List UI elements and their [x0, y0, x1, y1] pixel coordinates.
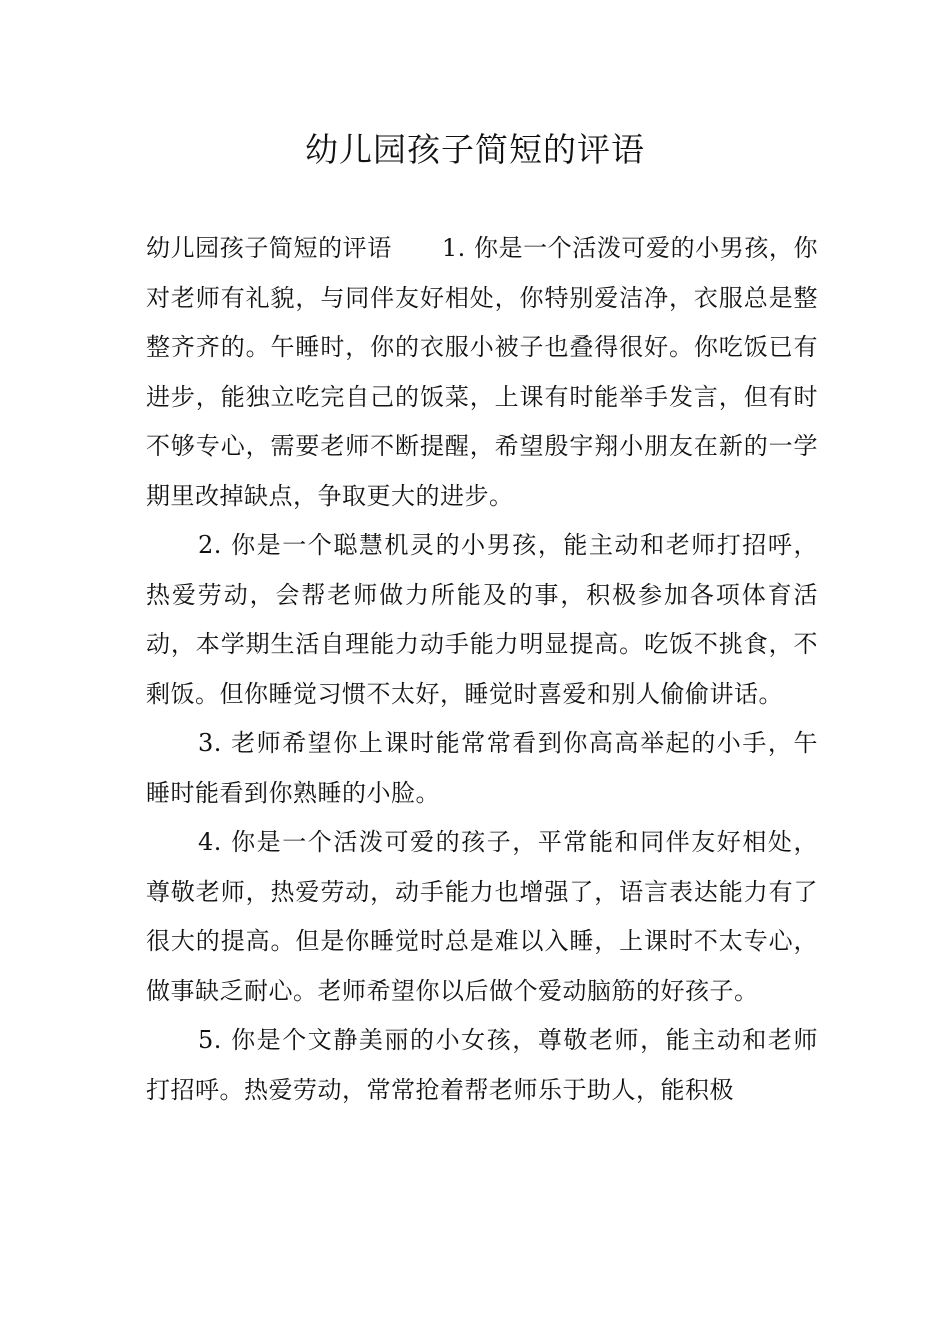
document-body — [146, 224, 818, 1115]
intro-heading: 幼儿园孩子简短的评语 — [146, 234, 392, 262]
paragraph-2: 2. 你是一个聪慧机灵的小男孩，能主动和老师打招呼，热爱劳动，会帮老师做力所能及的事，积极参加各项体育活动，本学期生活自理能力动手能力明显提高。吃饭不挑食，不剩饭。但你睡觉习惯不太好，睡觉时喜爱和别人偷偷讲话。 — [146, 531, 818, 708]
paragraph-4: 4. 你是一个活泼可爱的孩子，平常能和同伴友好相处，尊敬老师，热爱劳动，动手能力也增强了，语言表达能力有了很大的提高。但是你睡觉时总是难以入睡，上课时不太专心，做事缺乏耐心。老师希望你以后做个爱动脑筋的好孩子。 — [146, 828, 818, 1005]
document-title: 幼儿园孩子简短的评语 — [305, 130, 645, 169]
paragraph-1 — [146, 224, 818, 521]
paragraph-1-text: 1. 你是一个活泼可爱的小男孩，你对老师有礼貌，与同伴友好相处，你特别爱洁净，衣服总是整整齐齐的。午睡时，你的衣服小被子也叠得很好。你吃饭已有进步，能独立吃完自己的饭菜，上课有时能举手发言，但有时不够专心，需要老师不断提醒，希望殷宇翔小朋友在新的一学期里改掉缺点，争取更大的进步。 — [146, 234, 819, 510]
paragraph-3: 3. 老师希望你上课时能常常看到你高高举起的小手，午睡时能看到你熟睡的小脸。 — [146, 729, 818, 807]
paragraph-5: 5. 你是个文静美丽的小女孩，尊敬老师，能主动和老师打招呼。热爱劳动，常常抢着帮老师乐于助人，能积极 — [146, 1026, 818, 1104]
